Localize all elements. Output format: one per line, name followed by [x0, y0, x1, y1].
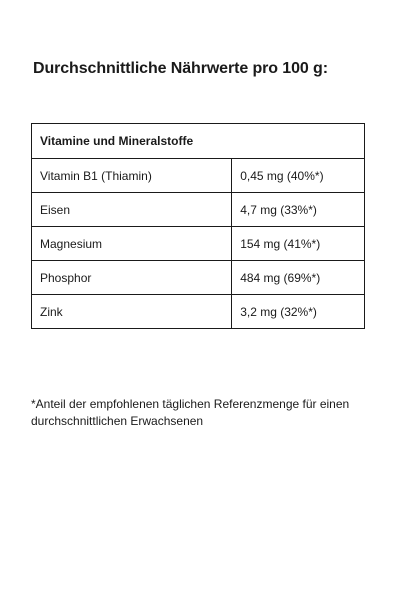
table-row	[32, 159, 365, 193]
page-title: Durchschnittliche Nährwerte pro 100 g:	[33, 60, 328, 77]
nutrient-name: Zink	[32, 295, 232, 329]
nutrient-name: Vitamin B1 (Thiamin)	[32, 159, 232, 193]
table-row	[32, 295, 365, 329]
nutrient-value: 0,45 mg (40%*)	[232, 159, 365, 193]
nutrient-value: 154 mg (41%*)	[232, 227, 365, 261]
nutrient-value: 3,2 mg (32%*)	[232, 295, 365, 329]
nutrient-name: Magnesium	[32, 227, 232, 261]
nutrient-name: Phosphor	[32, 261, 232, 295]
footnote: *Anteil der empfohlenen täglichen Referenzmenge für einen durchschnittlichen Erwachsenen	[31, 397, 350, 428]
nutrient-name: Eisen	[32, 193, 232, 227]
table-header-row	[32, 124, 365, 159]
nutrition-table	[31, 123, 365, 329]
table-header: Vitamine und Mineralstoffe	[32, 124, 365, 159]
nutrient-value: 4,7 mg (33%*)	[232, 193, 365, 227]
table-row	[32, 193, 365, 227]
table-row	[32, 261, 365, 295]
nutrient-value: 484 mg (69%*)	[232, 261, 365, 295]
table-row	[32, 227, 365, 261]
